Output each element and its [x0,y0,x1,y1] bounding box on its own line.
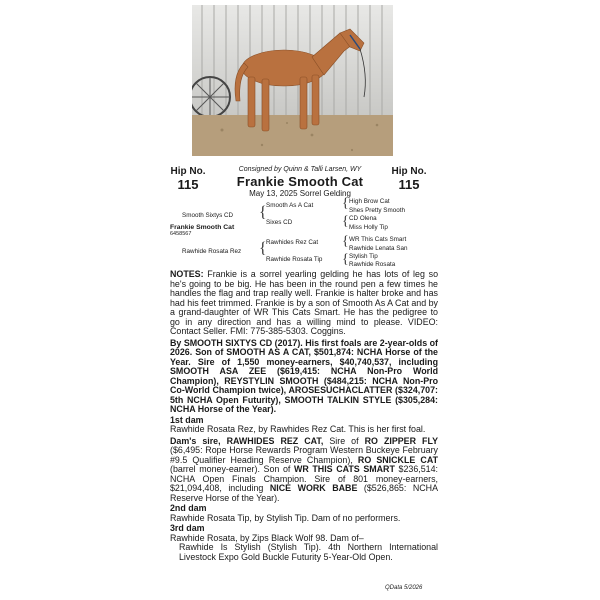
foaling-date: May 13, 2025 Sorrel Gelding [249,189,351,198]
dams-sire-bold-1: RO ZIPPER FLY [364,435,438,446]
pedigree-subject: Frankie Smooth Cat [170,224,235,231]
third-dam-text: Rawhide Rosata, by Zips Black Wolf 98. Dam of– [170,532,364,543]
second-dam-text: Rawhide Rosata Tip, by Stylish Tip. Dam of no performers. [170,512,401,523]
pedigree-brace-dd: { [342,252,349,267]
pedigree-dam: Rawhide Rosata Rez [182,248,242,255]
dams-sire-lead: Dam's sire, RAWHIDES REZ CAT, [170,435,324,446]
consignor-line: Consigned by Quinn & Talli Larsen, WY [238,166,362,173]
pedigree-brace-sire: { [259,204,267,221]
sire-paragraph: By SMOOTH SIXTYS CD (2017). His first foals are 2-year-olds of 2026. Son of SMOOTH AS A CAT, $501,874: NCHA Horse of the Year. Sire of 1,550 money-earners, $40,740,537, including SMOOTH ASA ZEE ($619,415: NCHA Non-Pro World Champion), REYSTYLIN SMOOTH ($484,215: NCHA Non-Pro Co-World Champion twice), AROSESUCHACLATTER ($324,707: 5th NCHA Open Futurity), SMOOTH TALKIN STYLE ($305,284: NCHA Horse of the Year). [170,337,438,414]
dams-sire-text-3: (barrel money-earner). Son of [170,464,294,474]
dams-sire-text-1: Sire of [323,435,365,446]
pedigree-dam-dam-dam: Rawhide Rosata [349,261,396,268]
pedigree-sire: Smooth Sixtys CD [182,212,234,219]
dams-sire-bold-2: RO SNICKLE CAT [357,454,438,465]
qdata-footer: QData 5/2026 [385,585,423,591]
notes-paragraph [170,270,438,337]
hip-label-left: Hip No. [170,166,206,177]
dams-sire-paragraph [170,437,438,504]
pedigree-brace-ds: { [342,234,349,249]
pedigree-dam-sire: Rawhides Rez Cat [266,239,319,246]
pedigree-dam-sire-sire: WR This Cats Smart [349,236,407,243]
pedigree-sire-dam-sire: CD Olena [349,215,377,222]
third-dam-heading: 3rd dam [170,523,205,533]
notes-label: NOTES: [170,269,204,279]
horse-photo-illustration [192,5,393,156]
pedigree-dam-sire-dam: Rawhide Lenata San [349,245,408,252]
pedigree-sire-sire: Smooth As A Cat [266,202,314,209]
dams-sire-text-4: $236,514: NCHA Open Finals Champion. Sire of 801 money-earners, $21,094,408, including [170,464,439,493]
catalog-body [170,270,438,562]
pedigree-sire-sire-dam: Shes Pretty Smooth [349,207,405,214]
horse-name: Frankie Smooth Cat [236,174,364,189]
pedigree-brace-dam: { [259,240,267,257]
third-dam-produce: Rawhide Is Stylish (Stylish Tip). 4th Northern International Livestock Expo Gold Buckle Futurity 5-Year-Old Open. [179,542,438,562]
first-dam-heading: 1st dam [170,414,204,425]
pedigree-brace-ss: { [342,196,349,211]
registration-number: 6458567 [170,231,192,237]
pedigree-brace-sd: { [342,214,349,229]
notes-text: Frankie is a sorrel yearling gelding he has lots of leg so he's going to be big. He has been in the round pen a few times he handles the flag and trap really well. Frankie is halter broke and has had his feet trimmed. Frankie is by a son of Smooth As A Cat and by a grand-daughter of WR This Cats Smart. He has the pedigree to go in any direction and has a willing mind to please. VIDEO: Contact Seller. FMI: 775-385-5303. Coggins. [170,269,439,336]
dams-sire-bold-3: WR THIS CATS SMART [293,464,395,474]
horse-photo [192,5,393,156]
hip-number-value-right: 115 [398,177,420,192]
dams-sire-text-2: ($6,495: Rope Horse Rewards Program Western Buckeye February #9.5 Qualifier Heading Reserve Champion), [170,445,438,465]
pedigree-sire-dam-dam: Miss Holly Tip [349,224,388,231]
pedigree-sire-sire-sire: High Brow Cat [349,198,390,205]
pedigree-dam-dam-sire: Stylish Tip [349,253,378,260]
pedigree-dam-dam: Rawhide Rosata Tip [266,256,323,263]
dams-sire-text-5: ($526,865: NCHA Reserve Horse of the Year). [170,483,438,503]
pedigree-sire-dam: Sixes CD [266,219,293,226]
dams-sire-bold-4: NICE WORK BABE [269,483,358,493]
hip-number-value-left: 115 [177,177,199,192]
hip-label-right: Hip No. [391,166,427,177]
first-dam-text: Rawhide Rosata Rez, by Rawhides Rez Cat. This is her first foal. [170,424,426,434]
second-dam-heading: 2nd dam [170,503,207,513]
